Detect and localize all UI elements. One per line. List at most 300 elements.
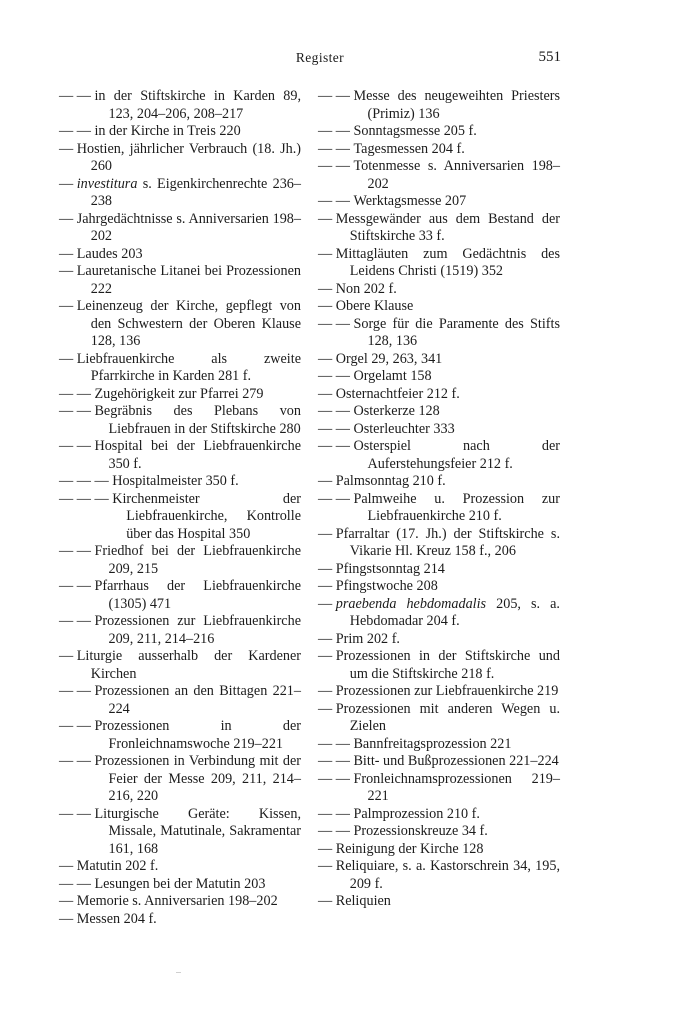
entry-text — [336, 596, 560, 631]
entry-dash-prefix: — — [318, 893, 336, 909]
entry-text — [94, 753, 301, 806]
entry-dash-prefix: — — — [318, 88, 354, 104]
entry-text-block — [77, 911, 301, 929]
index-entry — [318, 631, 560, 649]
index-entry — [59, 613, 301, 648]
entry-dash-prefix: — — — [318, 490, 354, 507]
index-entry — [318, 316, 560, 351]
entry-text-block — [77, 263, 301, 298]
entry-text-part: Prozessionen mit anderen Wegen u. Zielen — [335, 700, 560, 734]
entry-text-part: Reliquien — [335, 893, 391, 909]
entry-text-block — [353, 421, 560, 439]
index-entry — [318, 386, 560, 404]
entry-dash-prefix: — — — [59, 578, 95, 594]
entry-dash-prefix: — — — — [59, 473, 113, 489]
entry-text-block — [353, 403, 560, 421]
entry-text — [353, 421, 560, 439]
entry-text-block — [353, 141, 560, 159]
entry-dash-prefix: — — — [59, 438, 95, 454]
entry-text-part: Totenmesse s. Anniversarien 198–202 — [353, 158, 560, 192]
entry-dash-prefix: — — [318, 385, 336, 402]
index-entry — [318, 211, 560, 246]
entry-text — [353, 141, 560, 159]
entry-text-block — [94, 543, 301, 578]
entry-text — [336, 526, 560, 561]
index-entry — [318, 806, 560, 824]
entry-dash-prefix: — — [318, 280, 336, 297]
index-entry — [59, 491, 301, 544]
entry-dash-prefix: — — — — [59, 490, 113, 507]
entry-text — [77, 893, 301, 911]
entry-text-block — [336, 893, 560, 911]
entry-text — [353, 491, 560, 526]
entry-text — [77, 211, 301, 246]
entry-dash-prefix: — — — [318, 753, 354, 769]
entry-text-part: Sonntagsmesse 205 f. — [353, 123, 477, 139]
index-entry — [59, 123, 301, 141]
entry-text — [336, 211, 560, 246]
entry-text-block — [336, 631, 560, 649]
entry-dash-prefix: — — [318, 858, 336, 874]
entry-text-part: Werktagsmesse 207 — [353, 193, 467, 209]
entry-text — [336, 473, 560, 491]
entry-text — [353, 403, 560, 421]
index-entry — [318, 841, 560, 859]
index-entry — [59, 911, 301, 929]
index-entry — [59, 211, 301, 246]
entry-text — [353, 736, 560, 754]
index-entry — [59, 403, 301, 438]
entry-latin-term: praebenda hebdomadalis — [335, 595, 487, 612]
index-entry — [59, 578, 301, 613]
entry-text-part: Bannfreitagsprozession 221 — [353, 735, 512, 752]
index-entry — [318, 403, 560, 421]
index-entry — [318, 823, 560, 841]
index-entry — [318, 123, 560, 141]
entry-text-block — [336, 351, 560, 369]
entry-text-part: Palmweihe u. Prozession zur Liebfrauenkirche 210 f. — [353, 490, 560, 524]
index-entry — [59, 386, 301, 404]
entry-text — [77, 858, 301, 876]
entry-dash-prefix: — — — [59, 753, 95, 769]
entry-text — [77, 298, 301, 351]
entry-text-block — [336, 701, 560, 736]
entry-text-part: Jahrgedächtnisse s. Anniversarien 198–202 — [76, 210, 301, 244]
entry-text — [336, 648, 560, 683]
entry-text-part: Hospital bei der Liebfrauenkirche 350 f. — [94, 438, 301, 472]
entry-text-part: Prozessionen zur Liebfrauenkirche 219 — [335, 683, 559, 699]
entry-text — [353, 753, 560, 771]
entry-dash-prefix: — — [318, 700, 336, 717]
entry-text — [353, 438, 560, 473]
index-entry — [318, 491, 560, 526]
entry-text-block — [94, 753, 301, 806]
entry-text-block — [77, 211, 301, 246]
index-entry — [59, 648, 301, 683]
entry-dash-prefix: — — — [318, 123, 354, 139]
index-entry — [318, 561, 560, 579]
entry-text — [336, 561, 560, 579]
index-entry — [318, 421, 560, 439]
entry-text — [77, 141, 301, 176]
entry-text-part: Prozessionen in der Stiftskirche und um die Stiftskirche 218 f. — [335, 648, 560, 682]
entry-text — [353, 123, 560, 141]
entry-text — [112, 473, 301, 491]
entry-text — [77, 351, 301, 386]
entry-text-block — [336, 386, 560, 404]
entry-dash-prefix: — — — [59, 543, 95, 559]
entry-text-part: Messen 204 f. — [76, 910, 157, 927]
index-entry — [59, 246, 301, 264]
entry-text-part: Palmprozession 210 f. — [353, 805, 480, 822]
entry-text — [336, 893, 560, 911]
entry-text-part: Friedhof bei der Liebfrauenkirche 209, 215 — [94, 543, 301, 577]
entry-text-block — [353, 193, 560, 211]
entry-dash-prefix: — — — [318, 420, 354, 437]
entry-text — [353, 193, 560, 211]
entry-dash-prefix: — — [318, 525, 336, 542]
index-entry — [59, 351, 301, 386]
entry-text-part: Osterkerze 128 — [353, 403, 440, 419]
index-entry — [59, 876, 301, 894]
entry-text — [94, 88, 301, 123]
index-entry — [59, 753, 301, 806]
entry-text-part: Osterspiel nach der Auferstehungsfeier 212 f. — [353, 438, 560, 472]
entry-text-part: Memorie s. Anniversarien 198–202 — [76, 893, 278, 909]
entry-dash-prefix: — — — [318, 140, 354, 157]
entry-text-block — [336, 281, 560, 299]
entry-dash-prefix: — — — [318, 315, 354, 332]
entry-text-block — [336, 841, 560, 859]
entry-text-part: s. Eigenkirchenrechte 236–238 — [90, 175, 301, 209]
entry-text-part: Lauretanische Litanei bei Prozessionen 222 — [76, 263, 301, 297]
entry-text — [77, 263, 301, 298]
index-entry — [59, 263, 301, 298]
entry-dash-prefix: — — — [59, 805, 95, 822]
page-number: 551 — [538, 49, 561, 65]
entry-dash-prefix: — — [318, 298, 336, 314]
entry-text-part: Zugehörigkeit zur Pfarrei 279 — [94, 385, 264, 402]
index-entry — [59, 176, 301, 211]
entry-text-part: Fronleichnamsprozessionen 219–221 — [353, 770, 560, 804]
entry-text-part: Lesungen bei der Matutin 203 — [94, 875, 266, 892]
entry-text-block — [94, 806, 301, 859]
entry-dash-prefix: — — — [318, 368, 354, 384]
index-column-right — [318, 88, 560, 911]
entry-dash-prefix: — — [318, 350, 336, 367]
entry-text — [94, 683, 301, 718]
entry-text-part: Osternachtfeier 212 f. — [335, 385, 460, 402]
entry-text — [353, 771, 560, 806]
entry-text-block — [353, 88, 560, 123]
entry-text — [336, 858, 560, 893]
index-entry — [318, 88, 560, 123]
entry-text-block — [94, 578, 301, 613]
entry-dash-prefix: — — [318, 683, 336, 699]
index-entry — [59, 473, 301, 491]
entry-dash-prefix: — — — [59, 718, 95, 734]
entry-text — [94, 718, 301, 753]
index-entry — [318, 893, 560, 911]
entry-text — [94, 438, 301, 473]
entry-text-part: Hostien, jährlicher Verbrauch (18. Jh.) 260 — [76, 140, 301, 174]
entry-text-part: Pfingstwoche 208 — [335, 578, 438, 594]
index-entry — [59, 438, 301, 473]
entry-dash-prefix: — — [318, 245, 336, 262]
entry-text-part: Pfarraltar (17. Jh.) der Stiftskirche s. Vikarie Hl. Kreuz 158 f., 206 — [335, 525, 560, 559]
entry-text — [94, 543, 301, 578]
entry-text-part: Messgewänder aus dem Bestand der Stiftskirche 33 f. — [335, 210, 560, 244]
entry-dash-prefix: — — — [59, 123, 95, 139]
entry-text-part: 205, s. a. Hebdomadar 204 f. — [349, 595, 560, 629]
index-entry — [59, 806, 301, 859]
entry-text-part: Pfingstsonntag 214 — [335, 560, 445, 577]
entry-text-block — [336, 683, 560, 701]
index-entry — [318, 281, 560, 299]
entry-dash-prefix: — — — [318, 770, 354, 787]
entry-text-block — [77, 893, 301, 911]
entry-text-block — [77, 141, 301, 176]
entry-dash-prefix: — — [318, 578, 336, 594]
entry-text-block — [77, 351, 301, 386]
entry-text-part: in der Kirche in Treis 220 — [94, 123, 241, 139]
entry-text — [94, 403, 301, 438]
entry-text-block — [336, 246, 560, 281]
index-entry — [318, 158, 560, 193]
entry-text-block — [112, 473, 301, 491]
entry-text-block — [336, 648, 560, 683]
entry-dash-prefix: — — [59, 858, 77, 874]
entry-text-part: Laudes 203 — [76, 245, 143, 262]
entry-text-part: Tagesmessen 204 f. — [353, 140, 465, 157]
index-column-left — [59, 88, 301, 928]
entry-text-block — [336, 211, 560, 246]
entry-text-block — [353, 736, 560, 754]
entry-text — [336, 701, 560, 736]
entry-text-block — [77, 648, 301, 683]
entry-text-block — [353, 771, 560, 806]
entry-dash-prefix: — — — [59, 88, 95, 104]
entry-text-part: Prim 202 f. — [335, 630, 400, 647]
index-entry — [318, 526, 560, 561]
index-entry — [318, 648, 560, 683]
entry-text — [353, 316, 560, 351]
entry-text-block — [77, 246, 301, 264]
entry-text-block — [353, 123, 560, 141]
entry-text — [336, 631, 560, 649]
entry-text-part: Sorge für die Paramente des Stifts 128, 136 — [353, 315, 560, 349]
entry-text-block — [336, 526, 560, 561]
entry-text-part: Hospitalmeister 350 f. — [112, 473, 239, 489]
index-entry — [59, 683, 301, 718]
entry-dash-prefix: — — [59, 175, 77, 192]
entry-text — [336, 246, 560, 281]
entry-dash-prefix: — — [318, 648, 336, 664]
entry-dash-prefix: — — [318, 840, 336, 857]
entry-text-block — [94, 403, 301, 438]
entry-dash-prefix: — — [318, 595, 336, 612]
index-entry — [318, 683, 560, 701]
footer-mark — [176, 972, 181, 973]
index-entry — [59, 893, 301, 911]
entry-text — [353, 88, 560, 123]
entry-text-part: Reinigung der Kirche 128 — [335, 840, 484, 857]
entry-text — [353, 158, 560, 193]
index-entry — [59, 718, 301, 753]
entry-text-block — [353, 753, 560, 771]
entry-dash-prefix: — — — [318, 158, 354, 174]
entry-dash-prefix: — — — [59, 613, 95, 629]
entry-text-block — [353, 368, 560, 386]
entry-text — [336, 281, 560, 299]
entry-text-block — [77, 858, 301, 876]
entry-text-block — [336, 858, 560, 893]
entry-dash-prefix: — — [59, 140, 77, 157]
entry-text — [336, 298, 560, 316]
entry-text — [77, 648, 301, 683]
entry-dash-prefix: — — [318, 210, 336, 227]
index-entry — [318, 771, 560, 806]
entry-text-block — [94, 718, 301, 753]
index-entry — [318, 438, 560, 473]
entry-text-block — [353, 316, 560, 351]
entry-text-block — [336, 298, 560, 316]
entry-text — [94, 578, 301, 613]
entry-text-block — [336, 578, 560, 596]
entry-text-part: Prozessionen zur Liebfrauenkirche 209, 211, 214–216 — [94, 613, 301, 647]
entry-text-part: Matutin 202 f. — [76, 858, 159, 874]
entry-text-block — [94, 123, 301, 141]
entry-text — [336, 386, 560, 404]
entry-dash-prefix: — — [59, 245, 77, 262]
index-entry — [318, 753, 560, 771]
index-entry — [318, 701, 560, 736]
entry-text-part: Prozessionen an den Bittagen 221–224 — [94, 683, 301, 717]
entry-text-block — [353, 438, 560, 473]
entry-text — [94, 876, 301, 894]
index-entry — [318, 141, 560, 159]
entry-text-part: Prozessionen in Verbindung mit der Feier der Messe 209, 211, 214–216, 220 — [94, 753, 301, 804]
entry-text-part: Liebfrauenkirche als zweite Pfarrkirche in Karden 281 f. — [76, 350, 301, 384]
entry-text-block — [353, 823, 560, 841]
entry-text — [336, 578, 560, 596]
index-entry — [318, 368, 560, 386]
entry-dash-prefix: — — — [318, 403, 354, 419]
entry-text-part: Liturgische Geräte: Kissen, Missale, Matutinale, Sakramentar 161, 168 — [94, 805, 301, 857]
entry-dash-prefix: — — — [318, 438, 354, 454]
entry-text — [353, 823, 560, 841]
entry-dash-prefix: — — — [59, 385, 95, 402]
entry-text-part: Palmsonntag 210 f. — [335, 473, 446, 489]
entry-text-part: Liturgie ausserhalb der Kardener Kirchen — [76, 648, 301, 682]
entry-text-part: Prozessionskreuze 34 f. — [353, 823, 488, 839]
entry-text-part: Bitt- und Bußprozessionen 221–224 — [353, 753, 559, 769]
index-entry — [59, 141, 301, 176]
entry-text-part: Mittagläuten zum Gedächtnis des Leidens Christi (1519) 352 — [335, 245, 560, 279]
index-entry — [318, 736, 560, 754]
index-entry — [318, 193, 560, 211]
index-entry — [59, 88, 301, 123]
entry-dash-prefix: — — [59, 648, 77, 664]
index-entry — [59, 858, 301, 876]
entry-text — [336, 351, 560, 369]
entry-dash-prefix: — — [318, 560, 336, 577]
entry-dash-prefix: — — [59, 298, 77, 314]
entry-dash-prefix: — — [59, 350, 77, 367]
index-entry — [318, 351, 560, 369]
entry-text-block — [353, 158, 560, 193]
entry-dash-prefix: — — [318, 473, 336, 489]
entry-text — [353, 368, 560, 386]
index-entry — [318, 578, 560, 596]
index-entry — [59, 543, 301, 578]
entry-dash-prefix: — — — [318, 823, 354, 839]
entry-dash-prefix: — — [59, 893, 77, 909]
entry-text-part: Orgelamt 158 — [353, 368, 432, 384]
entry-text-block — [112, 491, 301, 544]
entry-text-part: Reliquiare, s. a. Kastorschrein 34, 195, 209 f. — [335, 858, 560, 892]
entry-dash-prefix: — — — [59, 683, 95, 699]
entry-text-part: Pfarrhaus der Liebfrauenkirche (1305) 471 — [94, 578, 301, 612]
entry-text-block — [94, 876, 301, 894]
entry-text-block — [336, 561, 560, 579]
entry-dash-prefix: — — [59, 210, 77, 227]
index-entry — [318, 246, 560, 281]
index-entry — [318, 596, 560, 631]
entry-text — [94, 613, 301, 648]
entry-text-part: Kirchenmeister der Liebfrauenkirche, Kontrolle über das Hospital 350 — [112, 490, 301, 542]
running-head: Register — [295, 50, 345, 65]
entry-dash-prefix: — — [59, 263, 77, 279]
entry-text-part: Prozessionen in der Fronleichnamswoche 219–221 — [94, 718, 301, 752]
index-entry — [318, 473, 560, 491]
entry-dash-prefix: — — [318, 630, 336, 647]
entry-text-part: Begräbnis des Plebans von Liebfrauen in der Stiftskirche 280 — [94, 403, 301, 437]
entry-text — [336, 841, 560, 859]
entry-text-block — [94, 438, 301, 473]
entry-text-block — [94, 88, 301, 123]
index-entry — [318, 858, 560, 893]
entry-text — [94, 123, 301, 141]
entry-text-part: Non 202 f. — [335, 280, 397, 297]
entry-text-part: Orgel 29, 263, 341 — [335, 350, 443, 367]
entry-text-part: Messe des neugeweihten Priesters (Primiz) 136 — [353, 88, 560, 122]
entry-text — [77, 176, 301, 211]
entry-dash-prefix: — — [59, 910, 77, 927]
entry-text — [336, 683, 560, 701]
entry-dash-prefix: — — — [59, 403, 95, 419]
entry-text-part: Obere Klause — [335, 298, 414, 314]
entry-text-block — [336, 473, 560, 491]
entry-dash-prefix: — — — [318, 193, 354, 209]
entry-text-block — [336, 596, 560, 631]
entry-text-part: Osterleuchter 333 — [353, 420, 455, 437]
entry-text — [94, 806, 301, 859]
entry-text-block — [353, 491, 560, 526]
entry-text-block — [94, 683, 301, 718]
page-header — [0, 50, 700, 70]
entry-text — [353, 806, 560, 824]
entry-text-block — [94, 613, 301, 648]
entry-latin-term: investitura — [76, 175, 138, 192]
entry-text — [94, 386, 301, 404]
entry-dash-prefix: — — — [318, 735, 354, 752]
index-entry — [318, 298, 560, 316]
entry-text-block — [353, 806, 560, 824]
entry-text — [77, 911, 301, 929]
entry-text-block — [77, 298, 301, 351]
entry-text-block — [77, 176, 301, 211]
